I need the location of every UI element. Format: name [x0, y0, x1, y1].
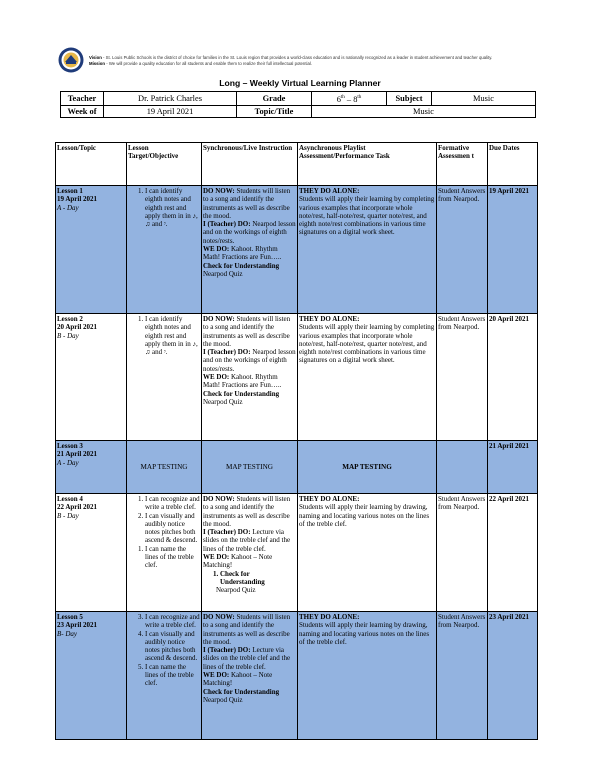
info-table [60, 91, 536, 118]
due-cell: 23 April 2021 [488, 612, 538, 740]
planner-table [55, 142, 538, 740]
objective-item: 1. I can name the lines of the treble clef. [145, 545, 200, 570]
topic-value: Music [312, 105, 536, 117]
async-cell [298, 612, 437, 740]
i-do-label: I (Teacher) DO: [203, 348, 251, 357]
they-do-label: THEY DO ALONE: [299, 315, 360, 323]
we-do-text: Kahoot. Rhythm Math! Fractions are Fun….. [203, 245, 282, 262]
lesson-date: 23 April 2021 [57, 621, 98, 630]
grade-label: Grade [237, 92, 312, 106]
subject-value: Music [432, 92, 536, 106]
check-text: Nearpod Quiz [203, 397, 243, 406]
lesson-title: Lesson 2 [57, 315, 83, 323]
lesson-date: 20 April 2021 [57, 323, 98, 332]
col-header: Due Dates [488, 143, 538, 186]
sync-cell [202, 612, 298, 740]
check-text: Nearpod Quiz [203, 269, 243, 278]
topic-label: Topic/Title [237, 105, 312, 117]
lesson-date: 19 April 2021 [57, 195, 98, 204]
we-do-text: Kahoot – Note Matching! [203, 671, 273, 688]
mission-label: Mission [89, 61, 105, 66]
do-now-text: Students will listen to a song and identify the instruments as well as describe the mood. [203, 495, 291, 528]
lesson-row [56, 186, 538, 314]
i-do-label: I (Teacher) DO: [203, 646, 251, 655]
due-cell: 19 April 2021 [488, 186, 538, 314]
sync-cell [202, 314, 298, 441]
objective-cell [127, 494, 202, 612]
page-title: Long – Weekly Virtual Learning Planner [219, 78, 381, 88]
teacher-value: Dr. Patrick Charles [104, 92, 237, 106]
objective-item: 1. I can identify eighth notes and eighth rest and apply them in in ♪, ♫ and 𝄾. [145, 315, 200, 356]
they-do-label: THEY DO ALONE: [299, 613, 360, 621]
objective-item: 1. I can identify eighth notes and eighth rest and apply them in in ♪, ♫ and 𝄾. [145, 187, 200, 228]
col-header: Formative Assessmen t [437, 143, 488, 186]
lesson-title: Lesson 4 [57, 495, 83, 503]
objective-item: 3. I can recognize and write a treble clef. [145, 613, 200, 630]
i-do-label: I (Teacher) DO: [203, 220, 251, 229]
formative-cell: Student Answers from Nearpod. [437, 186, 488, 314]
lesson-title: Lesson 5 [57, 613, 83, 621]
lesson-title: Lesson 3 [57, 442, 83, 450]
async-cell [298, 494, 437, 612]
check-label: Check for Understanding [203, 687, 280, 696]
i-do-text: Lecture via slides on the treble clef and the lines of the treble clef. [203, 646, 291, 671]
async-cell [298, 314, 437, 441]
objective-item: 5. I can name the lines of the treble clef. [145, 663, 200, 688]
lesson-date: 22 April 2021 [57, 503, 98, 512]
week-value: 19 April 2021 [104, 105, 237, 117]
lesson-day: B - Day [57, 511, 79, 520]
due-cell: 21 April 2021 [488, 441, 538, 494]
they-do-label: THEY DO ALONE: [299, 495, 360, 503]
lesson-date: 21 April 2021 [57, 450, 98, 459]
we-do-label: WE DO: [203, 671, 230, 680]
lesson-cell [56, 441, 127, 494]
lesson-cell [56, 612, 127, 740]
week-label: Week of [61, 105, 104, 117]
check-text: Nearpod Quiz [203, 695, 243, 704]
lesson-day: B - Day [57, 331, 79, 340]
objective-item: 2. I can visually and audibly notice notes pitches both ascend & descend. [145, 512, 200, 545]
objective-cell [127, 186, 202, 314]
async-text: Students will apply their learning by completing various examples that incorporate whole note/rest, half-note/rest, quarter note/rest, and eighth note/rest combinations in various time signatures on a digital work sheet. [299, 195, 435, 237]
grade-value: 6th – 8th [312, 92, 387, 106]
async-text: Students will apply their learning by drawing, naming and locating various notes on the lines of the treble clef. [299, 621, 430, 646]
lesson-row [56, 612, 538, 740]
planner-header-row [56, 143, 538, 186]
do-now-label: DO NOW: [203, 187, 235, 195]
lesson-day: A - Day [57, 458, 79, 467]
we-do-label: WE DO: [203, 373, 230, 382]
do-now-text: Students will listen to a song and identify the instruments as well as describe the mood. [203, 613, 291, 646]
vision-label: Vision [89, 55, 102, 60]
check-label: Check for Understanding [203, 261, 280, 270]
do-now-text: Students will listen to a song and identify the instruments as well as describe the mood. [203, 187, 291, 220]
col-header: Synchronous/Live Instruction [202, 143, 298, 186]
do-now-text: Students will listen to a song and identify the instruments as well as describe the mood. [203, 315, 291, 348]
do-now-label: DO NOW: [203, 613, 235, 621]
lesson-cell [56, 186, 127, 314]
lesson-day: B- Day [57, 629, 78, 638]
formative-cell: Student Answers from Nearpod. [437, 612, 488, 740]
check-text: Nearpod Quiz [216, 586, 256, 595]
we-do-label: WE DO: [203, 553, 230, 562]
lesson-title: Lesson 1 [57, 187, 83, 195]
we-do-label: WE DO: [203, 245, 230, 254]
they-do-label: THEY DO ALONE: [299, 187, 360, 195]
due-cell: 20 April 2021 [488, 314, 538, 441]
objective-cell [127, 612, 202, 740]
vision-mission [89, 55, 549, 67]
map-testing-cell: MAP TESTING [298, 441, 437, 494]
col-header: Asynchronous Playlist Assessment/Performance Task [298, 143, 437, 186]
sync-cell [202, 494, 298, 612]
document-header [58, 47, 548, 75]
check-label: Check for Understanding [203, 389, 280, 398]
we-do-text: Kahoot. Rhythm Math! Fractions are Fun….. [203, 373, 282, 390]
check-label: 1. Check for Understanding [220, 570, 296, 587]
vision-text: - St. Louis Public Schools is the district of choice for families in the St. Louis region that provides a world-class education and is nationally recognized as a leader in student achievement and teacher quality. [103, 55, 493, 60]
i-do-text: Lecture via slides on the treble clef and the lines of the treble clef. [203, 528, 291, 553]
formative-cell [437, 441, 488, 494]
objective-item: 1. I can recognize and write a treble clef. [145, 495, 200, 512]
async-text: Students will apply their learning by drawing, naming and locating various notes on the lines of the treble clef. [299, 503, 430, 528]
do-now-label: DO NOW: [203, 495, 235, 503]
map-testing-cell: MAP TESTING [127, 441, 202, 494]
map-testing-cell: MAP TESTING [202, 441, 298, 494]
formative-cell: Student Answers from Nearpod. [437, 314, 488, 441]
lesson-cell [56, 494, 127, 612]
objective-cell [127, 314, 202, 441]
async-text: Students will apply their learning by completing various examples that incorporate whole note/rest, half-note/rest, quarter note/rest, and eighth note/rest combinations in various time signatures on a digital work sheet. [299, 323, 435, 365]
i-do-label: I (Teacher) DO: [203, 528, 251, 537]
we-do-text: Kahoot – Note Matching! [203, 553, 273, 570]
lesson-row [56, 441, 538, 494]
district-logo [58, 47, 84, 73]
mission-text: - We will provide a quality education for all students and enable them to realize their full intellectual potential. [106, 61, 313, 66]
i-do-text: Nearpod lesson and on the workings of eighth notes/rests. [203, 348, 296, 373]
sync-cell [202, 186, 298, 314]
teacher-label: Teacher [61, 92, 104, 106]
col-header: Lesson/Topic [56, 143, 127, 186]
do-now-label: DO NOW: [203, 315, 235, 323]
lesson-row [56, 494, 538, 612]
objective-item: 4. I can visually and audibly notice notes pitches both ascend & descend. [145, 630, 200, 663]
lesson-cell [56, 314, 127, 441]
due-cell: 22 April 2021 [488, 494, 538, 612]
lesson-day: A - Day [57, 203, 79, 212]
formative-cell: Student Answers from Nearpod. [437, 494, 488, 612]
col-header: Lesson Target/Objective [127, 143, 202, 186]
subject-label: Subject [387, 92, 432, 106]
lesson-row [56, 314, 538, 441]
i-do-text: Nearpod lesson and on the workings of eighth notes/rests. [203, 220, 296, 245]
async-cell [298, 186, 437, 314]
